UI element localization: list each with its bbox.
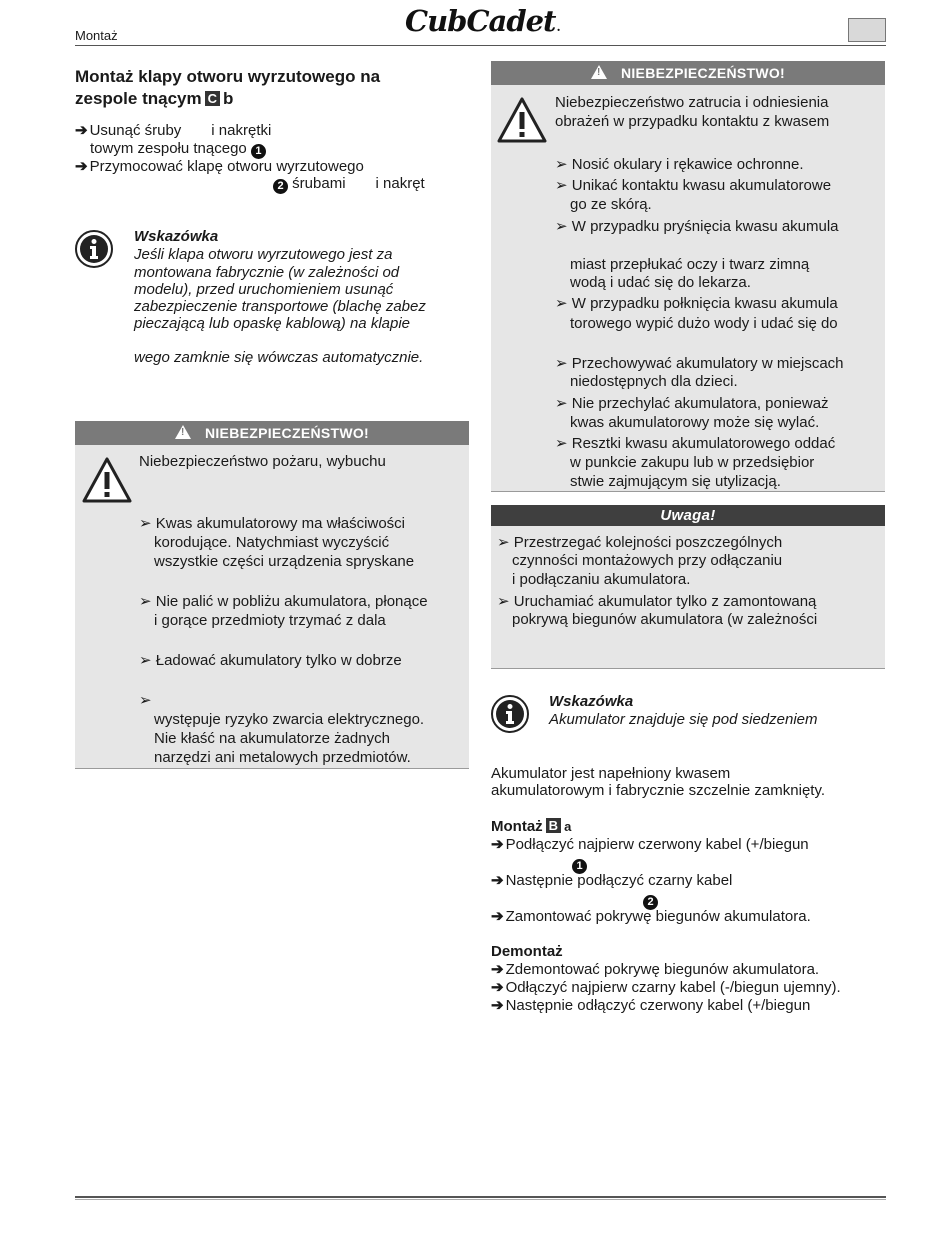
danger-item: ➢ <box>139 692 152 709</box>
step-1-cont: towym zespołu tnącego 1 <box>90 140 266 159</box>
danger-item-cont: stwie zajmującym się utylizacją. <box>570 473 781 490</box>
section-title-line2: zespole tnącym C b <box>75 89 234 108</box>
danger-item-cont: torowego wypić dużo wody i udać się do <box>570 315 838 332</box>
caution-item: ➢ Przestrzegać kolejności poszczególnych <box>497 534 783 551</box>
danger-item: ➢ Nosić okulary i rękawice ochronne. <box>555 156 804 173</box>
figure-badge: C <box>205 91 220 106</box>
demount-step-3: ➔ Następnie odłączyć czerwony kabel (+/biegun <box>491 997 811 1014</box>
info-icon <box>74 229 114 274</box>
warning-triangle-icon <box>81 456 133 509</box>
danger-item-cont: występuje ryzyko zwarcia elektrycznego. <box>154 711 425 728</box>
callout-2: 2 <box>273 179 288 194</box>
info-icon <box>490 694 530 739</box>
caution-item: ➢ Uruchamiać akumulator tylko z zamontowaną <box>497 593 817 610</box>
danger-item-cont: narzędzi ani metalowych przedmiotów. <box>154 749 411 766</box>
danger-item: ➢ Nie przechylać akumulatora, ponieważ <box>555 395 829 412</box>
danger-heading: !NIEBEZPIECZEŃSTWO! <box>75 421 469 445</box>
danger-item: ➢ W przypadku połknięcia kwasu akumula <box>555 295 838 312</box>
warning-icon <box>591 65 607 79</box>
page-tab-marker <box>848 18 886 42</box>
danger-item-cont: w punkcie zakupu lub w przedsiębior <box>570 454 815 471</box>
danger-item: ➢ Nie palić w pobliżu akumulatora, płonące <box>139 593 428 610</box>
demount-heading: Demontaż <box>491 943 563 960</box>
danger-item-cont: i gorące przedmioty trzymać z dala <box>154 612 386 629</box>
danger-item-cont: korodujące. Natychmiast wyczyścić <box>154 534 390 551</box>
danger-item-cont: Nie kłaść na akumulatorze żadnych <box>154 730 390 747</box>
mount-step-3: ➔ Zamontować pokrywę biegunów akumulatora. <box>491 908 811 925</box>
brand-logo: CubCadet. <box>405 4 560 38</box>
mount-heading: Montaż B a <box>491 818 572 835</box>
header-divider <box>75 45 886 46</box>
caution-item-cont: i podłączaniu akumulatora. <box>512 571 691 588</box>
danger-item: ➢ Resztki kwasu akumulatorowego oddać <box>555 435 836 452</box>
note-line: wego zamknie się wówczas automatycznie. <box>134 349 424 366</box>
danger-item-cont: wodą i udać się do lekarza. <box>570 274 751 291</box>
danger-item: ➢ Ładować akumulatory tylko w dobrze <box>139 652 402 669</box>
note-line: montowana fabrycznie (w zależności od <box>134 264 400 281</box>
figure-badge: B <box>546 818 561 833</box>
caution-item-cont: czynności montażowych przy odłączaniu <box>512 552 783 569</box>
note-line: pieczającą lub opaskę kablową) na klapie <box>134 315 411 332</box>
callout-1: 1 <box>572 859 587 874</box>
mount-step-1: ➔ Podłączyć najpierw czerwony kabel (+/biegun <box>491 836 809 853</box>
note-line: zabezpieczenie transportowe (blachę zabez <box>134 298 426 315</box>
section-title: Montaż klapy otworu wyrzutowego na <box>75 67 381 86</box>
section-label: Montaż <box>75 28 118 43</box>
callout-2: 2 <box>643 895 658 910</box>
callout-1: 1 <box>251 144 266 159</box>
caution-item-cont: pokrywą biegunów akumulatora (w zależności <box>512 611 818 628</box>
danger-item: ➢ Unikać kontaktu kwasu akumulatorowe <box>555 177 832 194</box>
warning-icon <box>175 425 191 439</box>
paragraph-line: Akumulator jest napełniony kwasem <box>491 765 731 782</box>
danger-item-cont: kwas akumulatorowy może się wylać. <box>570 414 820 431</box>
danger-item: ➢ W przypadku pryśnięcia kwasu akumula <box>555 218 839 235</box>
mount-step-2: ➔ Następnie podłączyć czarny kabel <box>491 872 733 889</box>
paragraph-line: akumulatorowym i fabrycznie szczelnie zamknięty. <box>491 782 826 799</box>
danger-item-cont: niedostępnych dla dzieci. <box>570 373 738 390</box>
danger-intro: Niebezpieczeństwo zatrucia i odniesienia <box>555 94 829 111</box>
note-line: Jeśli klapa otworu wyrzutowego jest za <box>134 246 393 263</box>
note-title: Wskazówka <box>134 228 219 245</box>
danger-intro: Niebezpieczeństwo pożaru, wybuchu <box>139 453 386 470</box>
warning-triangle-icon <box>496 96 548 149</box>
danger-item: ➢ Kwas akumulatorowy ma właściwości <box>139 515 405 532</box>
danger-item-cont: go ze skórą. <box>570 196 652 213</box>
danger-item-cont: miast przepłukać oczy i twarz zimną <box>570 256 810 273</box>
step-1: ➔ Usunąć śruby i nakrętki <box>75 122 272 139</box>
note-title: Wskazówka <box>549 693 634 710</box>
demount-step-2: ➔ Odłączyć najpierw czarny kabel (-/biegun ujemny). <box>491 979 841 996</box>
note-text: Akumulator znajduje się pod siedzeniem <box>549 711 818 728</box>
danger-intro: obrażeń w przypadku kontaktu z kwasem <box>555 113 830 130</box>
demount-step-1: ➔ Zdemontować pokrywę biegunów akumulatora. <box>491 961 820 978</box>
footer-divider-thin <box>75 1199 886 1200</box>
danger-item-cont: wszystkie części urządzenia spryskane <box>154 553 415 570</box>
caution-heading: Uwaga! <box>491 505 885 526</box>
danger-heading: !NIEBEZPIECZEŃSTWO! <box>491 61 885 85</box>
step-2-cont: 2 śrubami i nakręt <box>273 175 425 194</box>
footer-divider <box>75 1196 886 1198</box>
danger-item: ➢ Przechowywać akumulatory w miejscach <box>555 355 844 372</box>
step-2: ➔ Przymocować klapę otworu wyrzutowego <box>75 158 364 175</box>
note-line: modelu), przed uruchomieniem usunąć <box>134 281 394 298</box>
